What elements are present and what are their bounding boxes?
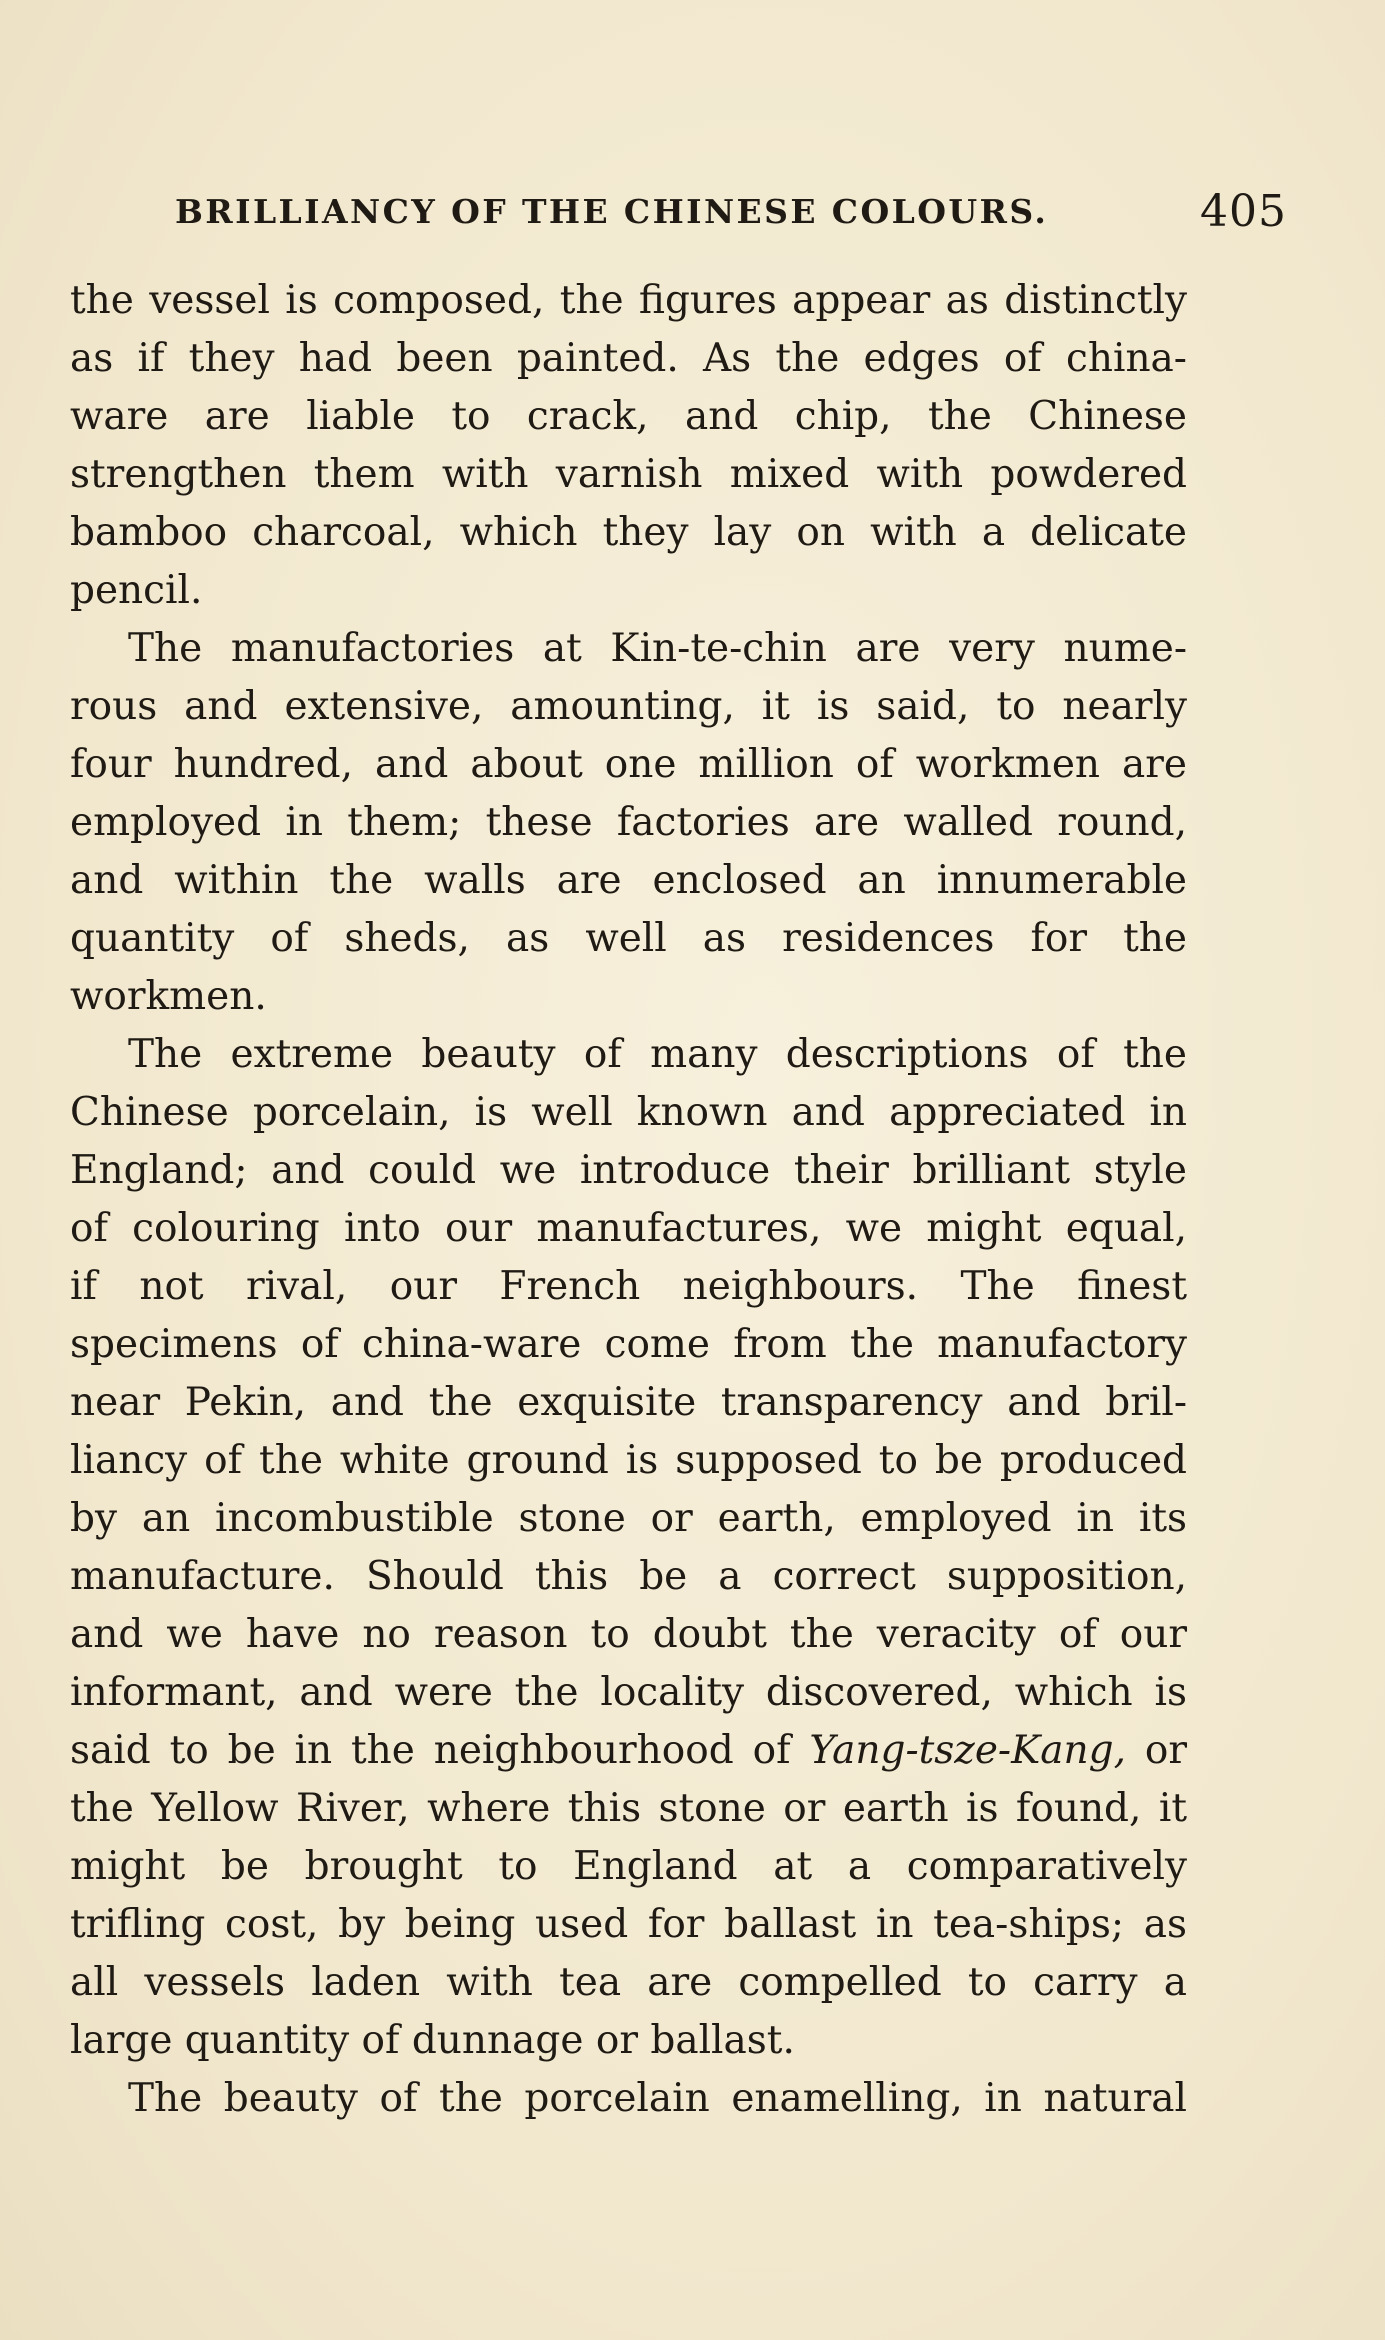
page-number: 405 (1200, 186, 1287, 237)
text-segment: or (1144, 1728, 1187, 1773)
text-line: specimens of china-ware come from the manufactory (70, 1322, 1187, 1367)
text-line: might be brought to England at a comparatively (70, 1844, 1187, 1889)
text-line: and within the walls are enclosed an innumerable (70, 858, 1187, 903)
running-title: BRILLIANCY OF THE CHINESE COLOURS. (175, 192, 1049, 231)
text-line: trifling cost, by being used for ballast in tea-ships; as (70, 1902, 1187, 1947)
paragraph-first-line: The beauty of the porcelain enamelling, in natural (128, 2076, 1187, 2121)
text-line: quantity of sheds, as well as residences for the (70, 916, 1187, 961)
text-line: as if they had been painted. As the edges of china- (70, 336, 1187, 381)
text-line: manufacture. Should this be a correct supposition, (70, 1554, 1187, 1599)
text-line: if not rival, our French neighbours. The finest (70, 1264, 1187, 1309)
text-line: by an incombustible stone or earth, employed in its (70, 1496, 1187, 1541)
text-line: and we have no reason to doubt the veracity of our (70, 1612, 1187, 1657)
text-line: strengthen them with varnish mixed with powdered (70, 452, 1187, 497)
text-line: rous and extensive, amounting, it is said, to nearly (70, 684, 1187, 729)
text-line: near Pekin, and the exquisite transparency and bril- (70, 1380, 1187, 1425)
text-line: four hundred, and about one million of workmen are (70, 742, 1187, 787)
text-line: ware are liable to crack, and chip, the Chinese (70, 394, 1187, 439)
italic-place-name: Yang-tsze-Kang, (809, 1728, 1126, 1773)
text-line: workmen. (70, 974, 267, 1019)
text-line: the vessel is composed, the figures appear as distinctly (70, 278, 1187, 323)
text-line: the Yellow River, where this stone or earth is found, it (70, 1786, 1187, 1831)
text-line: employed in them; these factories are walled round, (70, 800, 1187, 845)
body-text (70, 272, 1187, 2128)
text-line: pencil. (70, 568, 203, 613)
text-line: liancy of the white ground is supposed to be produced (70, 1438, 1187, 1483)
text-line: Chinese porcelain, is well known and appreciated in (70, 1090, 1187, 1135)
text-line-with-italic (70, 1722, 1187, 1780)
page-header (70, 182, 1287, 242)
paragraph-first-line: The extreme beauty of many descriptions of the (128, 1032, 1187, 1077)
paragraph-first-line: The manufactories at Kin-te-chin are very nume- (128, 626, 1187, 671)
text-line: large quantity of dunnage or ballast. (70, 2018, 795, 2063)
text-line: informant, and were the locality discovered, which is (70, 1670, 1187, 1715)
text-line: of colouring into our manufactures, we might equal, (70, 1206, 1187, 1251)
text-segment: said to be in the neighbourhood of (70, 1728, 791, 1773)
text-line: England; and could we introduce their brilliant style (70, 1148, 1187, 1193)
text-line: bamboo charcoal, which they lay on with a delicate (70, 510, 1187, 555)
text-line: all vessels laden with tea are compelled to carry a (70, 1960, 1187, 2005)
